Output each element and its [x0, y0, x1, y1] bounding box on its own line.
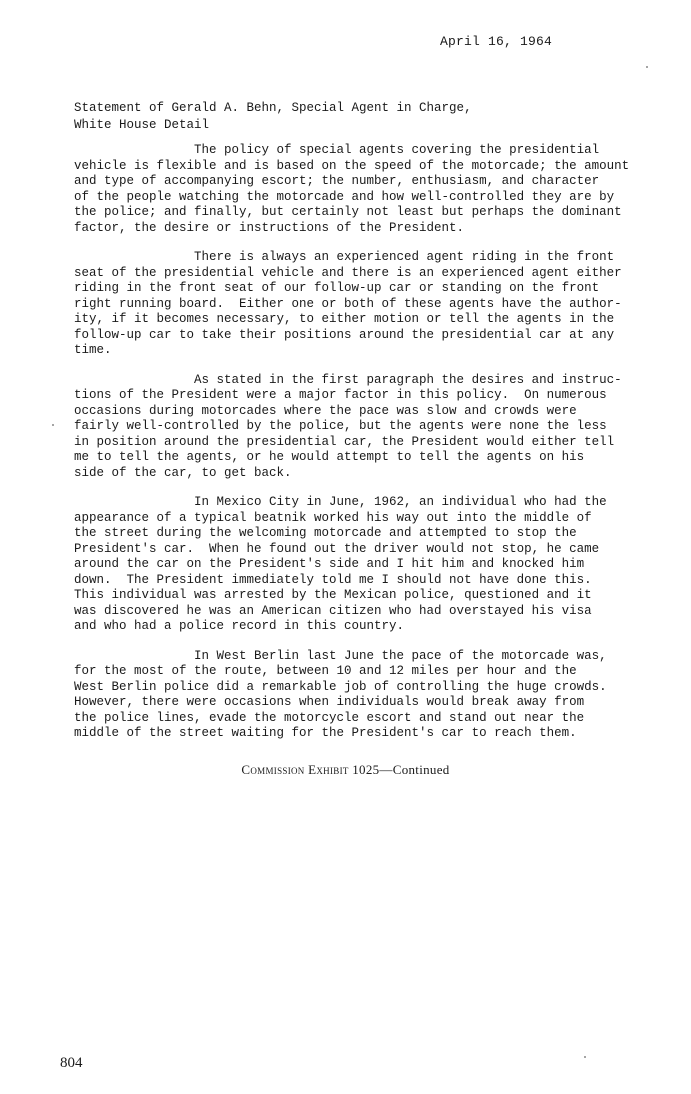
paragraph: [74, 373, 644, 482]
paragraph-line: President's car. When he found out the driver would not stop, he came: [74, 541, 600, 556]
paragraph-line: In Mexico City in June, 1962, an individual who had the: [74, 495, 607, 509]
document-date: April 16, 1964: [440, 34, 553, 49]
paragraph-line: and type of accompanying escort; the number, enthusiasm, and character: [74, 174, 600, 188]
paragraph-line: down. The President immediately told me I should not have done this.: [74, 572, 592, 587]
exhibit-label: Commission Exhibit 1025: [241, 762, 380, 777]
page-number: 804: [60, 1055, 83, 1071]
paragraph-line: As stated in the first paragraph the desires and instruc-: [74, 372, 622, 387]
statement-body: [74, 143, 644, 756]
paragraph-line: the police lines, evade the motorcycle escort and stand out near the: [74, 710, 585, 725]
paragraph-line: West Berlin police did a remarkable job of controlling the huge crowds.: [74, 679, 607, 694]
paragraph: [74, 143, 644, 236]
paragraph-line: There is always an experienced agent riding in the front: [74, 250, 615, 264]
paragraph-line: tions of the President were a major factor in this policy. On numerous: [74, 388, 607, 402]
paragraph-line: time.: [74, 343, 112, 357]
paragraph-line: me to tell the agents, or he would attempt to tell the agents on his: [74, 450, 585, 464]
scan-speck: [52, 424, 54, 426]
paragraph-line: seat of the presidential vehicle and there is an experienced agent either: [74, 265, 622, 280]
paragraph-line: fairly well-controlled by the police, but the agents were none the less: [74, 419, 607, 433]
exhibit-caption: [0, 762, 691, 778]
exhibit-suffix: —Continued: [379, 762, 450, 777]
scan-speck: [584, 1056, 586, 1058]
heading-line: Statement of Gerald A. Behn, Special Agent in Charge,: [74, 101, 472, 115]
paragraph-line: around the car on the President's side and I hit him and knocked him: [74, 557, 585, 571]
paragraph-line: ity, if it becomes necessary, to either motion or tell the agents in the: [74, 312, 615, 326]
paragraph-line: the police; and finally, but certainly not least but perhaps the dominant: [74, 205, 622, 219]
paragraph-line: occasions during motorcades where the pace was slow and crowds were: [74, 403, 577, 418]
paragraph: [74, 250, 644, 359]
paragraph: [74, 649, 644, 742]
paragraph-line: for the most of the route, between 10 and 12 miles per hour and the: [74, 664, 577, 678]
paragraph-line: follow-up car to take their positions around the presidential car at any: [74, 327, 615, 342]
paragraph-line: appearance of a typical beatnik worked his way out into the middle of: [74, 510, 592, 525]
paragraph-line: riding in the front seat of our follow-up car or standing on the front: [74, 281, 600, 295]
paragraph-line: the street during the welcoming motorcade and attempted to stop the: [74, 526, 577, 540]
paragraph-line: of the people watching the motorcade and how well-controlled they are by: [74, 189, 615, 204]
paragraph: [74, 495, 644, 635]
paragraph-line: was discovered he was an American citizen who had overstayed his visa: [74, 603, 592, 618]
paragraph-line: In West Berlin last June the pace of the motorcade was,: [74, 648, 607, 663]
paragraph-line: vehicle is flexible and is based on the speed of the motorcade; the amount: [74, 158, 630, 173]
paragraph-line: right running board. Either one or both of these agents have the author-: [74, 296, 622, 311]
paragraph-line: side of the car, to get back.: [74, 465, 292, 480]
heading-line: White House Detail: [74, 118, 210, 132]
paragraph-line: in position around the presidential car, the President would either tell: [74, 434, 615, 449]
paragraph-line: middle of the street waiting for the President's car to reach them.: [74, 726, 577, 740]
paragraph-line: factor, the desire or instructions of the President.: [74, 220, 465, 235]
scan-speck: [646, 66, 648, 68]
paragraph-line: The policy of special agents covering the presidential: [74, 143, 600, 157]
paragraph-line: and who had a police record in this country.: [74, 619, 405, 633]
paragraph-line: This individual was arrested by the Mexican police, questioned and it: [74, 588, 592, 602]
paragraph-line: However, there were occasions when individuals would break away from: [74, 695, 585, 709]
statement-heading: [74, 100, 472, 134]
